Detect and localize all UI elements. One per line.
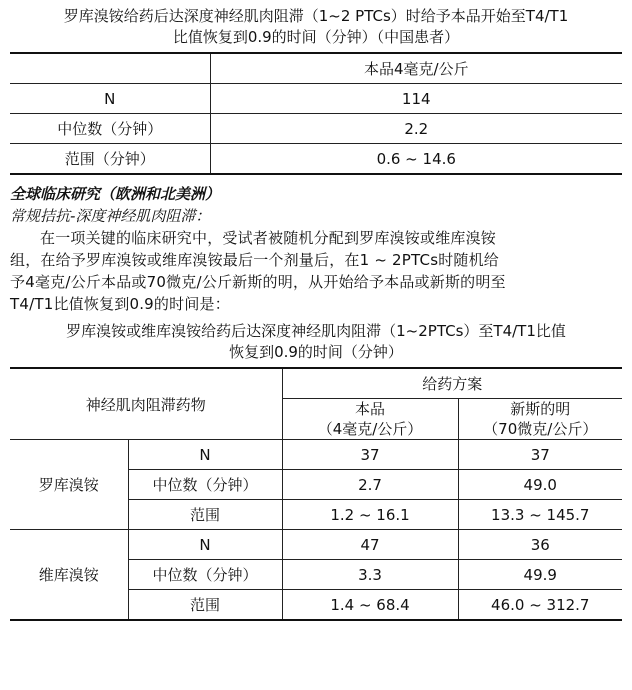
table-row [10,440,622,470]
col1-line1: 本品 [355,400,386,418]
table2-header-row [10,368,622,399]
row-label: 中位数（分钟） [128,470,282,500]
row-value-col2: 49.9 [458,560,622,590]
row-value: 2.2 [210,114,622,144]
row-label: 范围 [128,590,282,621]
row-value: 114 [210,84,622,114]
paragraph-line: 在一项关键的临床研究中，受试者被随机分配到罗库溴铵或维库溴铵 [40,229,497,247]
row-value-col2: 37 [458,440,622,470]
row-value-col2: 49.0 [458,470,622,500]
table2-caption [10,321,622,363]
row-value-col2: 13.3 ~ 145.7 [458,500,622,530]
table1-header-row [10,53,622,84]
col1-line2: （4毫克/公斤） [317,420,423,438]
row-label: 范围 [128,500,282,530]
table1-col-header: 本品4毫克/公斤 [210,53,622,84]
body-paragraph [10,227,622,315]
paragraph-line: T4/T1比值恢复到0.9的时间是： [10,295,230,313]
table2-header-group: 给药方案 [282,368,622,399]
table2-caption-line1: 罗库溴铵或维库溴铵给药后达深度神经肌肉阻滞（1~2PTCs）至T4/T1比值 [66,322,566,340]
row-label: 范围（分钟） [10,144,210,175]
row-value-col1: 1.4 ~ 68.4 [282,590,458,621]
row-label: 中位数（分钟） [10,114,210,144]
table2 [10,367,622,621]
drug-group-label: 罗库溴铵 [10,440,128,530]
row-value-col1: 47 [282,530,458,560]
table1-caption [10,6,622,48]
row-label: N [10,84,210,114]
table2-col2-header [458,399,622,440]
row-value: 0.6 ~ 14.6 [210,144,622,175]
section-heading: 全球临床研究（欧洲和北美洲） [10,185,221,203]
col2-line1: 新斯的明 [510,400,571,418]
paragraph-line: 组，在给予罗库溴铵或维库溴铵最后一个剂量后，在1 ~ 2PTCs时随机给 [10,251,500,269]
col2-line2: （70微克/公斤） [483,420,598,438]
paragraph-line: 予4毫克/公斤本品或70微克/公斤新斯的明，从开始给予本品或新斯的明至 [10,273,506,291]
table-row [10,144,622,175]
row-value-col2: 36 [458,530,622,560]
table-row [10,84,622,114]
row-value-col1: 3.3 [282,560,458,590]
table1-caption-line2: 比值恢复到0.9的时间（分钟）（中国患者） [172,28,460,46]
row-label: 中位数（分钟） [128,560,282,590]
row-label: N [128,440,282,470]
table1 [10,52,622,175]
row-value-col1: 1.2 ~ 16.1 [282,500,458,530]
table1-header-empty [10,53,210,84]
table1-caption-line1: 罗库溴铵给药后达深度神经肌肉阻滞（1~2 PTCs）时给予本品开始至T4/T1 [63,7,569,25]
drug-group-label: 维库溴铵 [10,530,128,621]
row-value-col2: 46.0 ~ 312.7 [458,590,622,621]
row-value-col1: 37 [282,440,458,470]
table2-caption-line2: 恢复到0.9的时间（分钟） [229,343,403,361]
table-row [10,114,622,144]
row-label: N [128,530,282,560]
table2-col1-header [282,399,458,440]
table-row [10,530,622,560]
row-value-col1: 2.7 [282,470,458,500]
section-subheading: 常规拮抗-深度神经肌肉阻滞： [10,207,211,225]
table2-header-left: 神经肌肉阻滞药物 [10,368,282,440]
